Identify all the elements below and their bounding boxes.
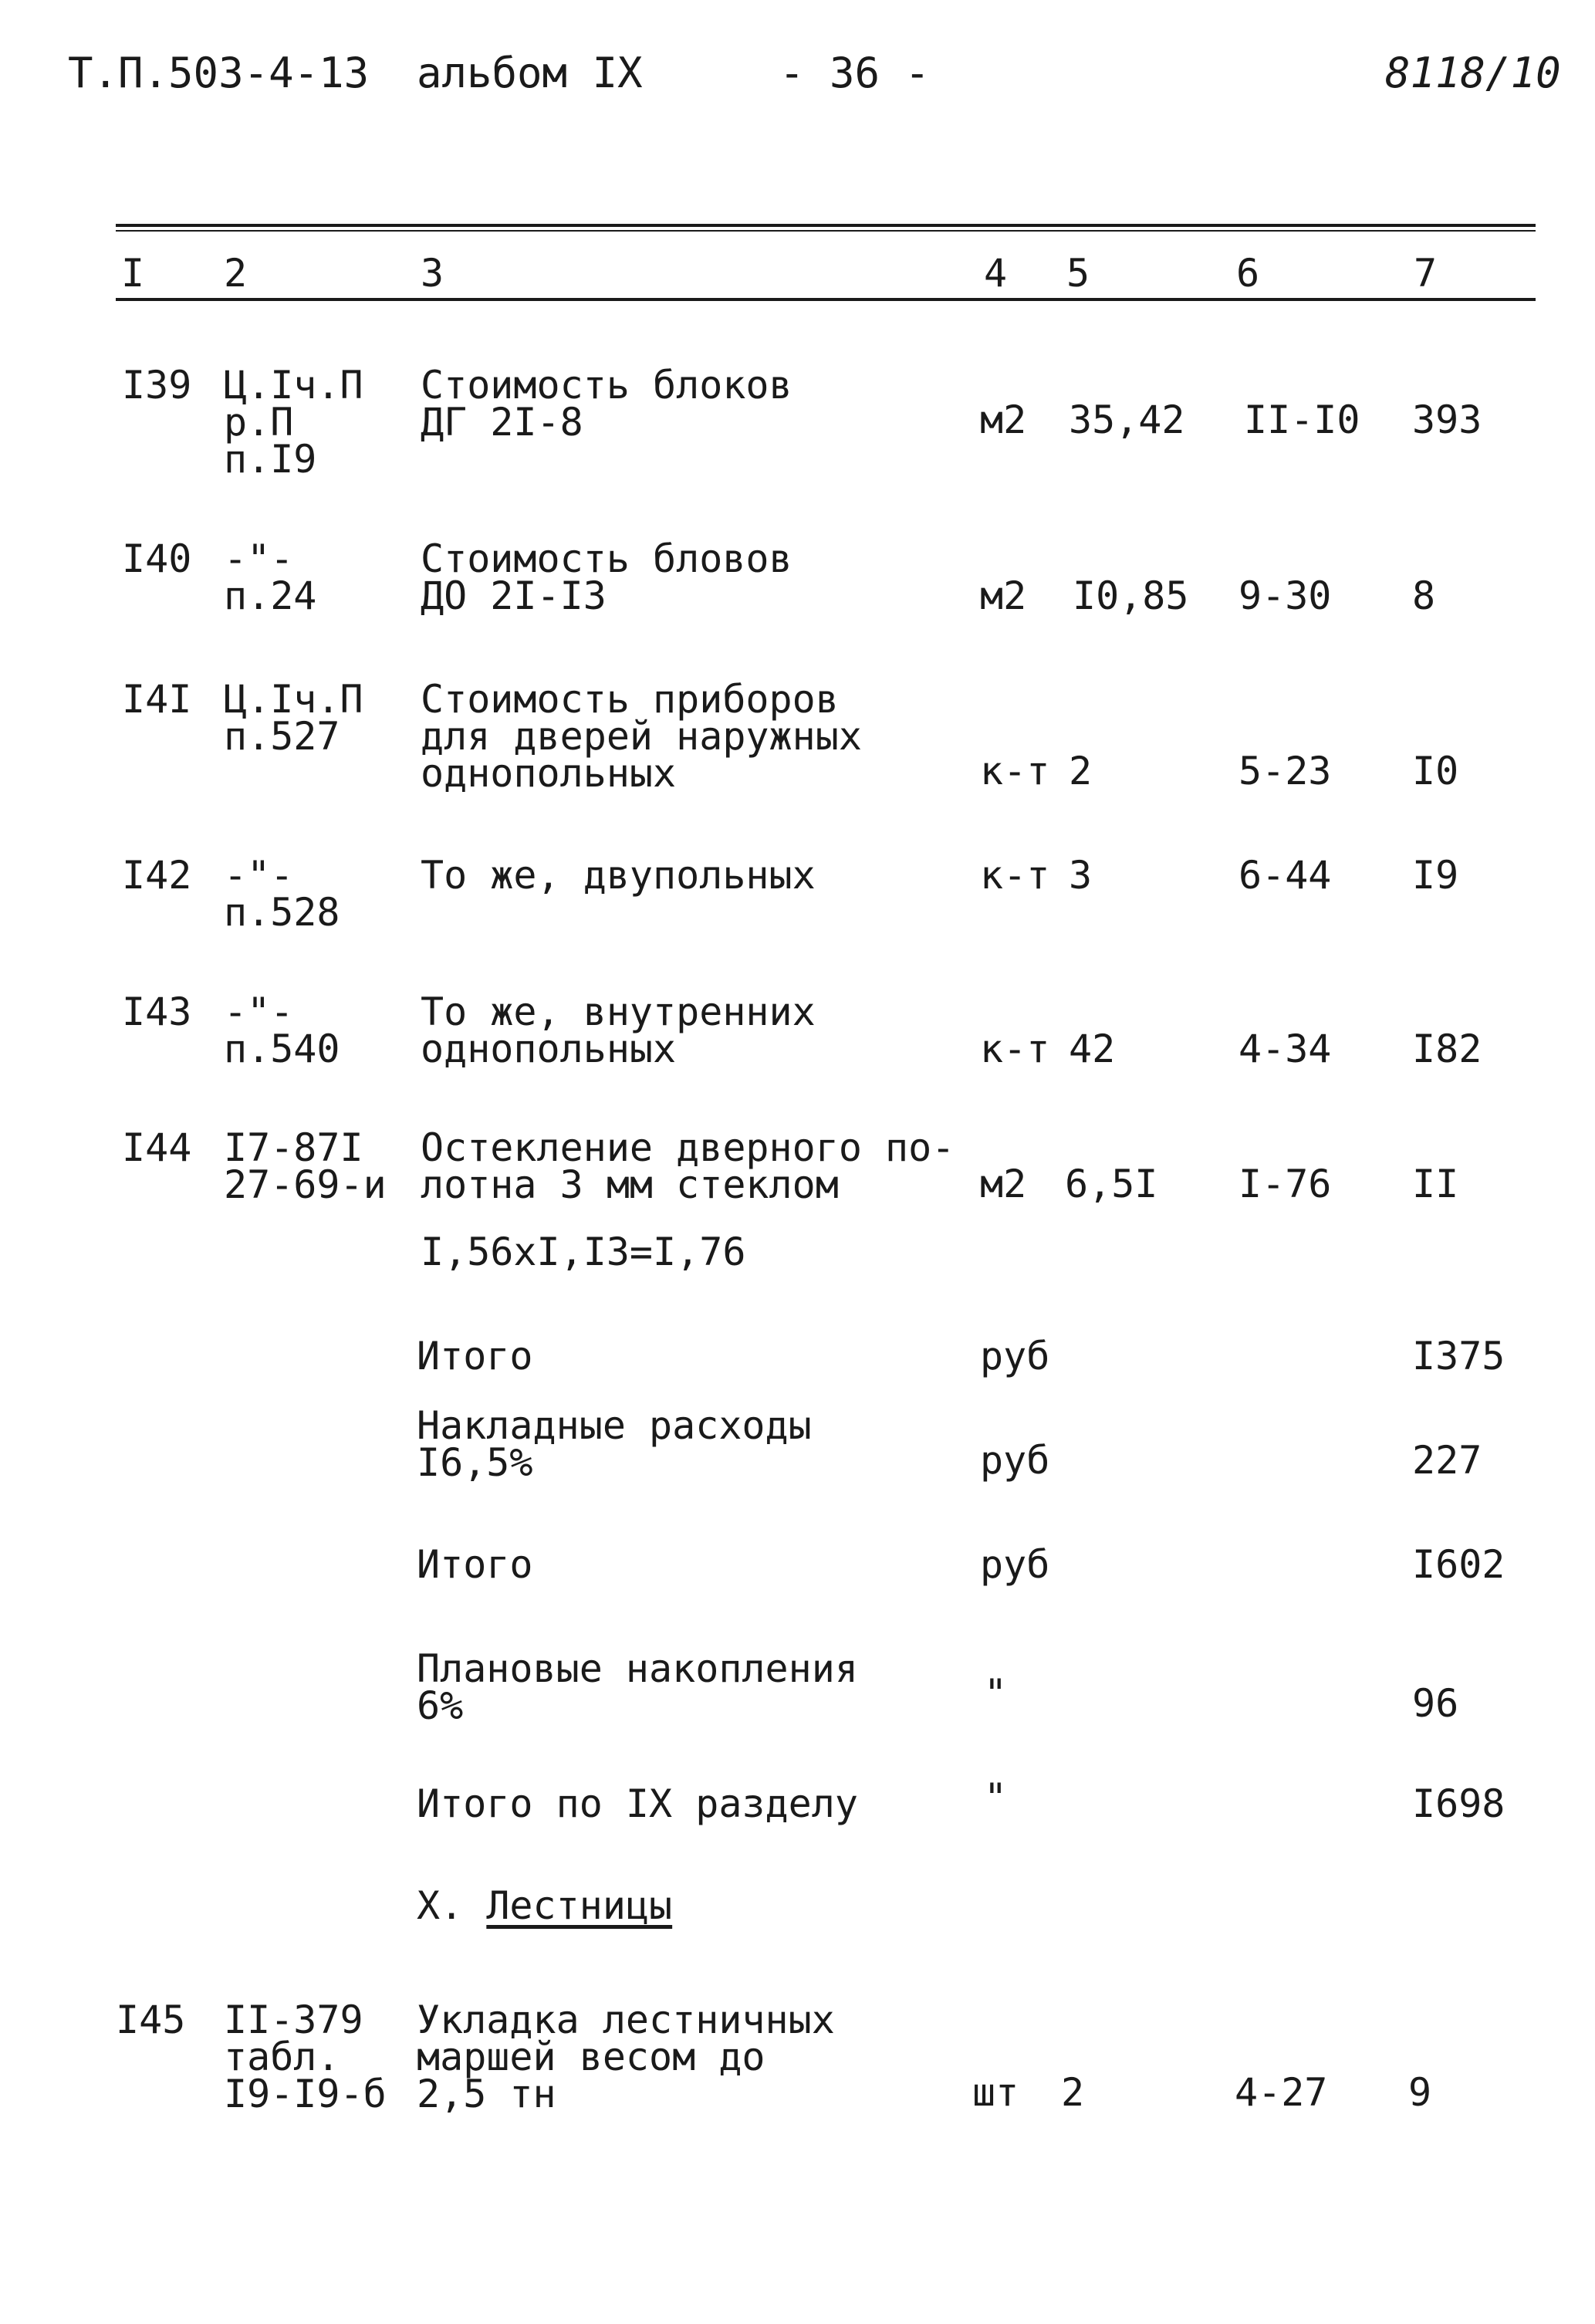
row-unit: к-т <box>980 1027 1050 1071</box>
row-description: То же, внутренних однопольных <box>421 989 816 1071</box>
table-top-rule-thin <box>116 230 1536 232</box>
column-header-5: 5 <box>1066 251 1090 296</box>
column-header-2: 2 <box>224 251 248 296</box>
row-total: I9 <box>1412 853 1459 898</box>
row-total: 393 <box>1412 397 1482 442</box>
column-header-6: 6 <box>1236 251 1260 296</box>
row-number: I39 <box>122 363 192 408</box>
section-prefix: Х. <box>417 1883 464 1928</box>
summary-label: Итого <box>417 1334 533 1379</box>
summary-total: 96 <box>1412 1681 1459 1726</box>
summary-unit: " <box>984 1671 1008 1716</box>
row-quantity: 35,42 <box>1069 397 1185 442</box>
table-top-rule <box>116 224 1536 227</box>
row-number: I43 <box>122 989 192 1034</box>
row-unit-price: 4-34 <box>1238 1027 1332 1071</box>
row-reference: II-379 табл. I9-I9-б <box>224 1998 387 2116</box>
row-reference: -"- п.540 <box>224 989 340 1071</box>
summary-total: I602 <box>1412 1542 1505 1587</box>
summary-label: Итого по IX разделу <box>417 1781 858 1826</box>
row-unit: к-т <box>980 749 1050 793</box>
row-description: Укладка лестничных маршей весом до 2,5 тн <box>417 1998 835 2116</box>
row-quantity: 42 <box>1069 1027 1116 1071</box>
page-number: - 36 - <box>779 49 931 97</box>
summary-unit: руб <box>980 1438 1050 1483</box>
column-header-7: 7 <box>1414 251 1438 296</box>
row-quantity: 6,5I <box>1065 1162 1158 1206</box>
row-description: Остекление дверного по- лотна 3 мм стеклом <box>421 1125 955 1207</box>
row-unit-price: 4-27 <box>1235 2070 1328 2115</box>
sheet-reference: 8118/10 <box>1385 49 1561 97</box>
row-unit: к-т <box>980 853 1050 898</box>
row-unit-price: 5-23 <box>1238 749 1332 793</box>
row-unit-price: 6-44 <box>1238 853 1332 898</box>
row-number: I42 <box>122 853 192 898</box>
row-description: Стоимость приборов для дверей наружных однопольных <box>421 677 862 796</box>
column-header-3: 3 <box>421 251 444 296</box>
row-reference: -"- п.528 <box>224 853 340 935</box>
album-label: альбом IX <box>417 49 643 97</box>
row-unit: м2 <box>980 573 1027 618</box>
row-unit: м2 <box>980 397 1027 442</box>
table-header-rule <box>116 298 1536 301</box>
summary-total: I375 <box>1412 1334 1505 1379</box>
row-quantity: I0,85 <box>1073 573 1189 618</box>
row-total: II <box>1412 1162 1459 1206</box>
row-quantity: 3 <box>1069 853 1093 898</box>
row-unit-price: 9-30 <box>1238 573 1332 618</box>
document-code: Т.П.503-4-13 <box>68 49 370 97</box>
summary-label: Плановые накопления 6% <box>417 1646 858 1728</box>
row-total: 8 <box>1412 573 1436 618</box>
row-reference: Ц.Iч.П р.П п.I9 <box>224 363 363 482</box>
row-quantity: 2 <box>1061 2070 1085 2115</box>
summary-unit: " <box>984 1775 1008 1820</box>
section-heading <box>417 1883 673 1928</box>
summary-unit: руб <box>980 1542 1050 1587</box>
row-description: Стоимость бловов ДО 2I-I3 <box>421 536 792 618</box>
section-title: Лестницы <box>486 1883 673 1928</box>
row-unit: шт <box>972 2070 1019 2115</box>
row-number: I45 <box>116 1998 186 2042</box>
row-number: I40 <box>122 536 192 581</box>
row-reference: Ц.Iч.П п.527 <box>224 677 363 759</box>
row-calculation: I,56хI,I3=I,76 <box>421 1230 746 1274</box>
row-reference: I7-87I 27-69-и <box>224 1125 387 1207</box>
summary-total: 227 <box>1412 1438 1482 1483</box>
row-unit-price: II-I0 <box>1244 397 1360 442</box>
column-header-4: 4 <box>984 251 1008 296</box>
row-number: I4I <box>122 677 192 722</box>
summary-unit: руб <box>980 1334 1050 1379</box>
summary-label: Накладные расходы I6,5% <box>417 1403 812 1485</box>
summary-total: I698 <box>1412 1781 1505 1826</box>
row-total: I82 <box>1412 1027 1482 1071</box>
row-total: 9 <box>1408 2070 1432 2115</box>
row-description: Стоимость блоков ДГ 2I-8 <box>421 363 792 445</box>
row-unit: м2 <box>980 1162 1027 1206</box>
row-total: I0 <box>1412 749 1459 793</box>
row-unit-price: I-76 <box>1238 1162 1332 1206</box>
summary-label: Итого <box>417 1542 533 1587</box>
row-reference: -"- п.24 <box>224 536 317 618</box>
row-description: То же, двупольных <box>421 853 816 898</box>
column-header-1: I <box>121 251 145 296</box>
row-quantity: 2 <box>1069 749 1093 793</box>
row-number: I44 <box>122 1125 192 1170</box>
